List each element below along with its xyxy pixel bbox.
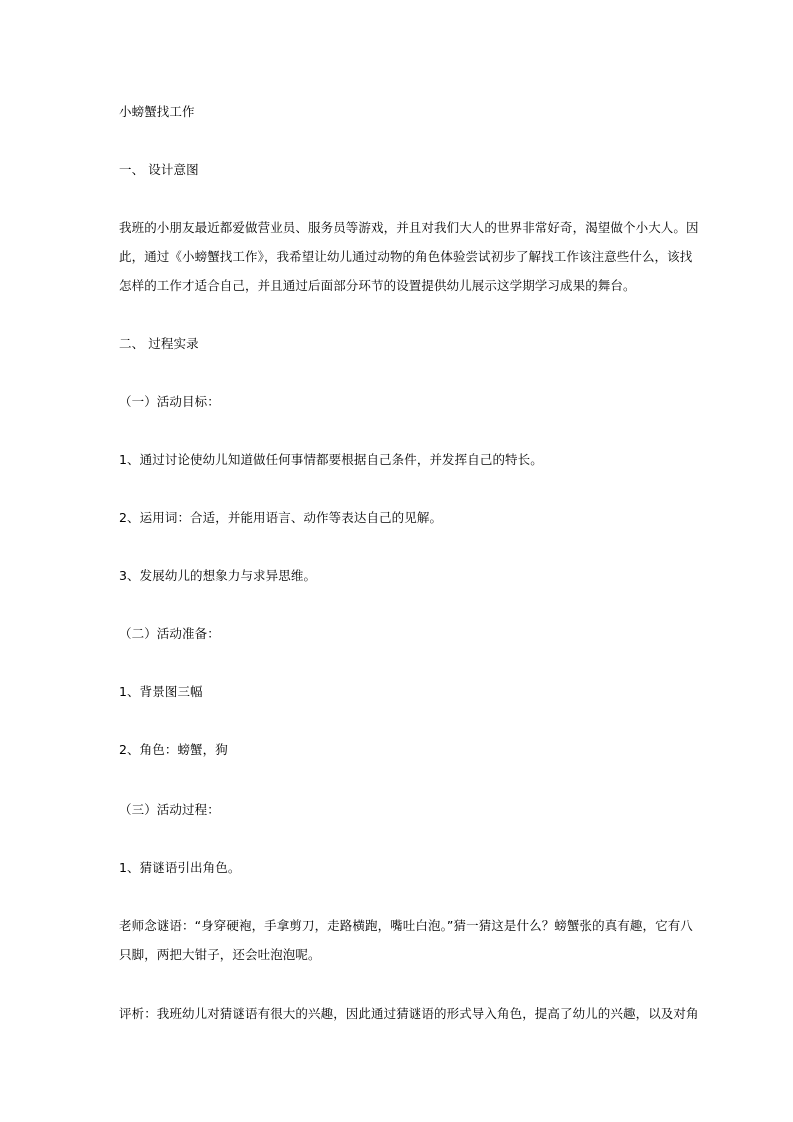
goals-heading: （一）活动目标： — [119, 394, 220, 409]
goal-item-1: 1、通过讨论使幼儿知道做任何事情都要根据自己条件，并发挥自己的特长。 — [119, 452, 543, 467]
prep-item-2: 2、角色：螃蟹，狗 — [119, 742, 228, 757]
section-1-heading: 一、 设计意图 — [119, 162, 199, 177]
process-heading: （三）活动过程： — [119, 802, 220, 817]
prep-heading: （二）活动准备： — [119, 626, 220, 641]
goal-item-2: 2、运用词：合适，并能用语言、动作等表达自己的见解。 — [119, 510, 443, 525]
section-2-heading: 二、 过程实录 — [119, 336, 199, 351]
document-title: 小螃蟹找工作 — [119, 104, 195, 119]
teacher-riddle-line: 老师念谜语：“身穿硬袍，手拿剪刀，走路横跑，嘴吐白泡。”猜一猜这是什么？螃蟹张的真有趣，它有八 — [119, 918, 693, 933]
section-1-body-line: 我班的小朋友最近都爱做营业员、服务员等游戏，并且对我们大人的世界非常好奇，渴望做个小大人。因 — [119, 220, 699, 235]
prep-item-1: 1、背景图三幅 — [119, 684, 203, 699]
section-1-body-line: 怎样的工作才适合自己，并且通过后面部分环节的设置提供幼儿展示这学期学习成果的舞台。 — [119, 278, 636, 293]
teacher-riddle-line: 只脚，两把大钳子，还会吐泡泡呢。 — [119, 947, 321, 962]
goal-item-3: 3、发展幼儿的想象力与求异思维。 — [119, 568, 317, 583]
section-1-body — [119, 213, 699, 300]
teacher-riddle-paragraph — [119, 911, 693, 969]
process-item-1: 1、猜谜语引出角色。 — [119, 860, 241, 875]
comment-paragraph — [119, 999, 699, 1028]
comment-line: 评析：我班幼儿对猜谜语有很大的兴趣，因此通过猜谜语的形式导入角色，提高了幼儿的兴趣，以及对角 — [119, 1006, 699, 1021]
section-1-body-line: 此，通过《小螃蟹找工作》，我希望让幼儿通过动物的角色体验尝试初步了解找工作该注意些什么，该找 — [119, 249, 693, 264]
